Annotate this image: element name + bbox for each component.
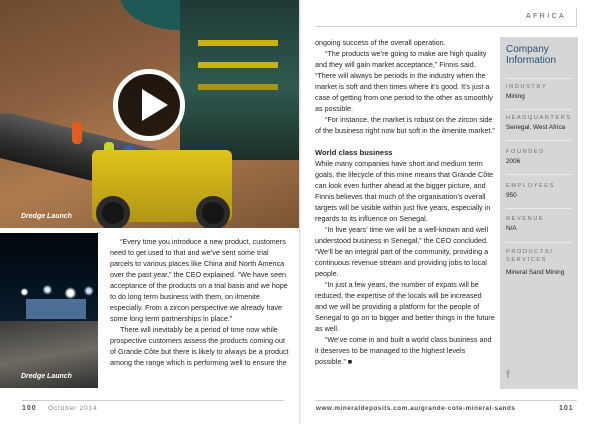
loader-wheel bbox=[196, 196, 230, 228]
sidebar-field-products bbox=[506, 248, 576, 277]
sidebar-field-employees bbox=[506, 182, 576, 200]
article-paragraph: “In just a few years, the number of expats will be reduced, the expertise of the locals will be increased and we will be providing a platform for the people of Senegal to go on to bigger and better things in the future as well. bbox=[315, 280, 495, 333]
sidebar-divider bbox=[506, 242, 572, 243]
sidebar-field-industry bbox=[506, 83, 576, 101]
dredge-barge bbox=[26, 299, 86, 319]
dredge-night-photo bbox=[0, 233, 98, 388]
header-rule-tick bbox=[576, 8, 577, 27]
article-column-left bbox=[110, 236, 290, 368]
facebook-icon[interactable]: f bbox=[506, 369, 510, 381]
page-number-right: 101 bbox=[559, 405, 574, 412]
article-paragraph: “The products we’re going to make are high quality and they will gain market acceptance,” Finnis said. “There will always be periods in the industry when the market is soft and then times where it’s good. It’s just a case of getting from one period to the other as smoothly as possible. bbox=[315, 49, 493, 113]
field-value: Mineral Sand Mining bbox=[506, 269, 565, 276]
dredge-launch-photo[interactable] bbox=[0, 0, 299, 228]
sidebar-title: Company Information bbox=[506, 44, 557, 66]
dredge-structure bbox=[180, 0, 299, 160]
article-paragraph: “Every time you introduce a new product, customers need to get used to that and we’ve sent some trial parcels to various places like China and North America over the past year,” the CEO explained. “We have seen acceptance of the products on a trial basis and we hope to do long term business with them, on ilmenite especially. From a zircon perspective we already have some long term partnerships in place.” bbox=[110, 237, 288, 323]
field-label: REVENUE bbox=[506, 216, 545, 222]
article-paragraph: There will inevitably be a period of time now while prospective customers assess the products coming out of Grande Côte but there is likely to always be a product among the range which is performing well to ensure the bbox=[110, 325, 289, 367]
article-paragraph: “For instance, the market is robust on the zircon side of the business right now but soft in the ilmenite market.” bbox=[315, 115, 495, 135]
sidebar-field-headquarters bbox=[506, 114, 576, 132]
field-label: HEADQUARTERS bbox=[506, 115, 572, 121]
field-label: PRODUCTS/ SERVICES bbox=[506, 249, 554, 263]
section-region-label: AFRICA bbox=[526, 13, 567, 20]
sidebar-divider bbox=[506, 109, 572, 110]
photo-caption: Dredge Launch bbox=[21, 213, 72, 220]
field-value: N/A bbox=[506, 225, 517, 232]
field-label: INDUSTRY bbox=[506, 84, 548, 90]
issue-date: October 2014 bbox=[48, 405, 98, 412]
page-gutter bbox=[299, 0, 301, 424]
video-play-button[interactable] bbox=[113, 69, 185, 141]
company-info-sidebar bbox=[500, 37, 578, 389]
field-value: 950 bbox=[506, 192, 517, 199]
footer-rule bbox=[22, 400, 284, 401]
field-value: 2006 bbox=[506, 158, 521, 165]
header-rule bbox=[315, 26, 577, 27]
sidebar-divider bbox=[506, 208, 572, 209]
footer-url-link[interactable]: www.mineraldeposits.com.au/grande-cote-mineral-sands bbox=[316, 405, 516, 412]
field-label: FOUNDED bbox=[506, 149, 545, 155]
photo-caption: Dredge Launch bbox=[21, 373, 72, 380]
loader-wheel bbox=[96, 196, 130, 228]
field-value: Senegal, West Africa bbox=[506, 124, 566, 131]
article-paragraph: “In five years’ time we will be a well-known and well understood business in Senegal,” the CEO concluded. “We’ll be an integral part of the community, providing a continuous revenue stream and providing jobs to local people. bbox=[315, 225, 489, 278]
sidebar-divider bbox=[506, 140, 572, 141]
article-column-right bbox=[315, 37, 495, 367]
article-subheading: World class business bbox=[315, 148, 393, 157]
footer-rule bbox=[315, 400, 577, 401]
field-label: EMPLOYEES bbox=[506, 183, 555, 189]
sidebar-divider bbox=[506, 78, 572, 79]
play-icon bbox=[142, 89, 168, 121]
article-paragraph: “We’ve come in and built a world class business and it deserves to be managed to the highest levels possible.” ■ bbox=[315, 335, 492, 366]
article-paragraph: ongoing success of the overall operation. bbox=[315, 38, 446, 47]
sidebar-divider bbox=[506, 174, 572, 175]
sidebar-field-revenue bbox=[506, 215, 576, 233]
article-paragraph: While many companies have short and medium term goals, the lifecycle of this mine means that Grande Côte can look even further ahead at the bigger picture, and Finnis believes that much of the organisation’s overall targets will be visible within just five years, especially in regards to its influence on Senegal. bbox=[315, 159, 494, 223]
field-value: Mining bbox=[506, 93, 525, 100]
worker-figure bbox=[72, 122, 82, 144]
page-number-left: 100 bbox=[22, 405, 37, 412]
sidebar-field-founded bbox=[506, 148, 576, 166]
